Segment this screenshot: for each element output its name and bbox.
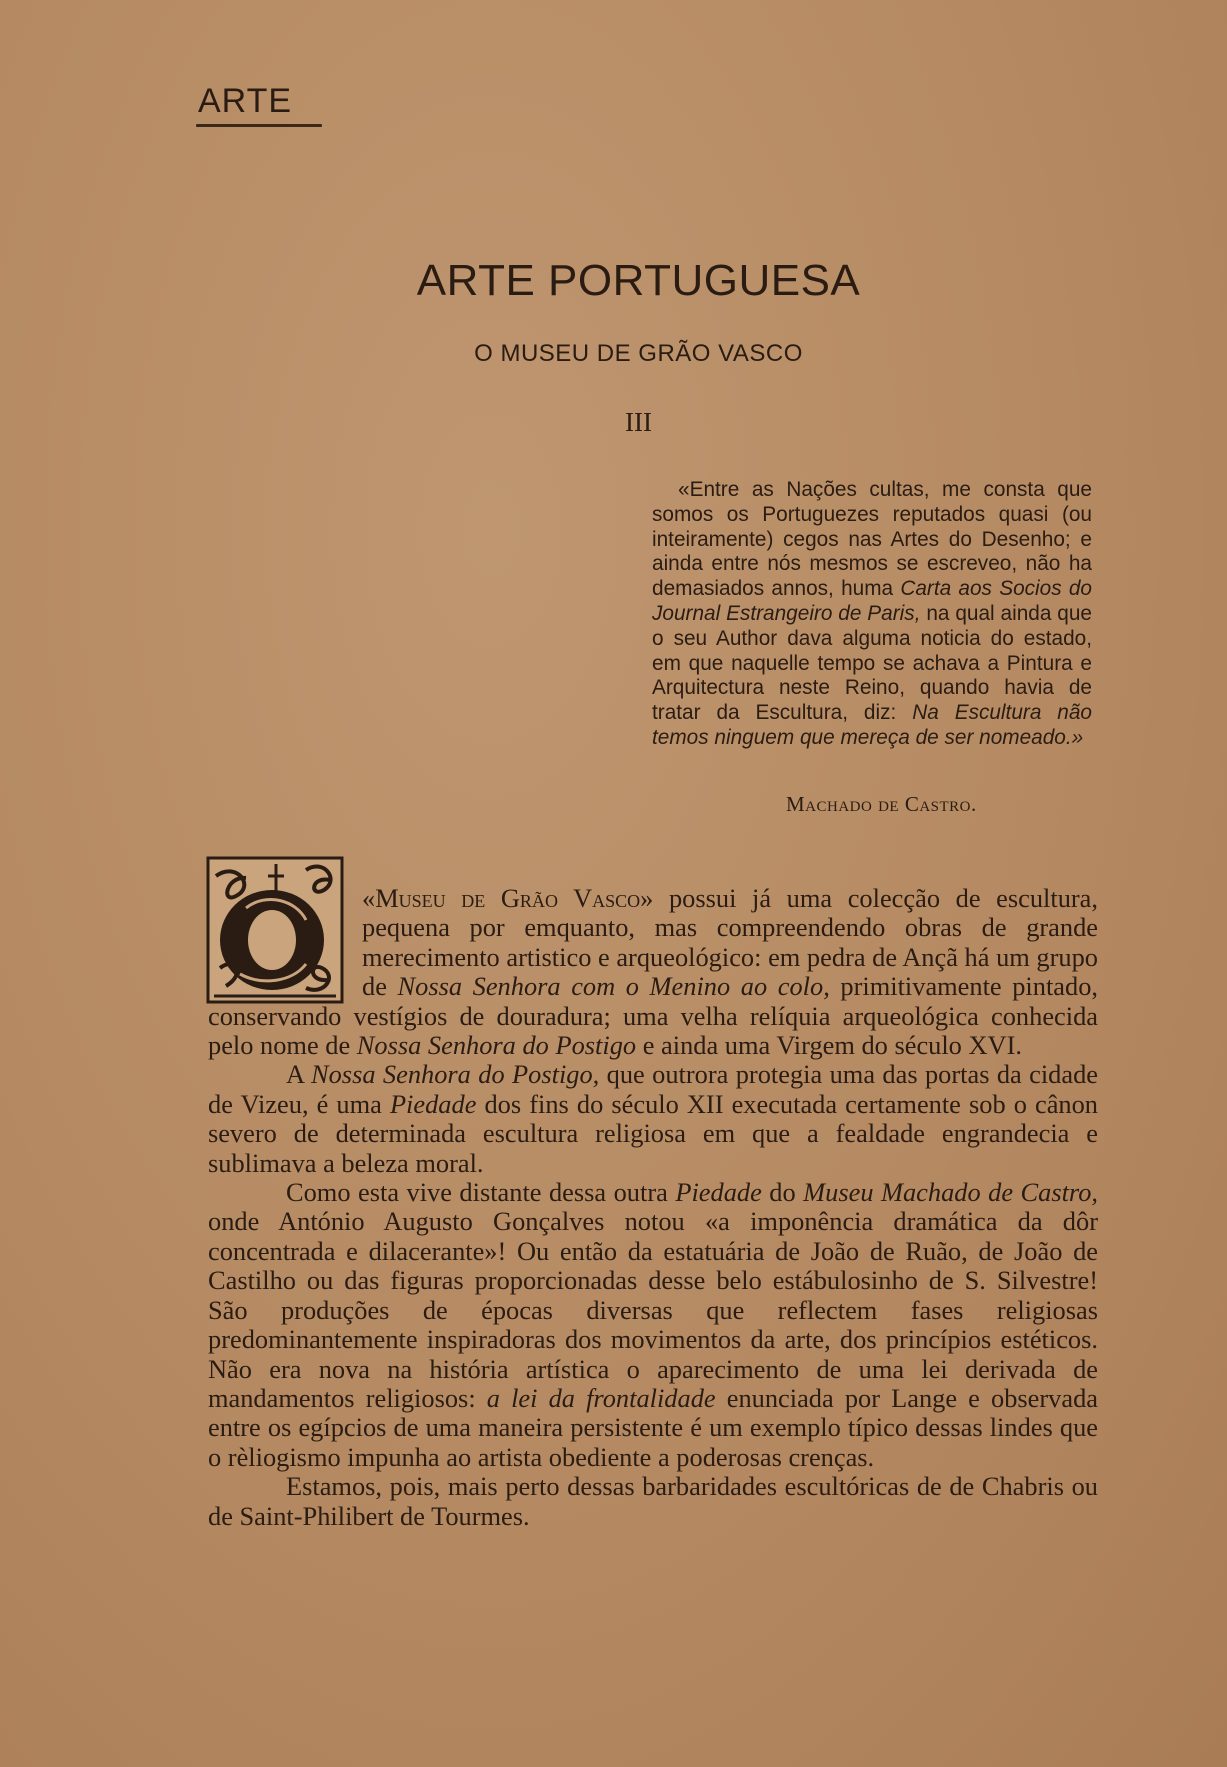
body-text-run: do [761, 1177, 804, 1208]
italic-title: Piedade [389, 1088, 477, 1119]
running-head-rule [196, 124, 322, 127]
body-text-run: possui já uma colecção de escultura, pequena por emquanto, mas compreendendo obras de grande merecimento artistico e arqueológico: em pedra de Ançã há um grupo de [362, 883, 1098, 1002]
article-body [208, 884, 1098, 1531]
body-text-run: dos fins do século XII executada certamente sob o cânon severo de determinada escultura religiosa em que a fealdade engrandecia e sublimava a beleza moral. [208, 1088, 1099, 1178]
italic-title: Nossa Senhora do Postigo, [311, 1059, 600, 1090]
body-text-run: A [286, 1059, 311, 1090]
italic-title: Nossa Senhora do Postigo [356, 1030, 637, 1061]
running-head: ARTE [198, 82, 293, 120]
italic-title: Nossa Senhora com o Menino ao colo, [397, 971, 830, 1002]
body-paragraph: Estamos, pois, mais perto dessas barbaridades escultóricas de de Chabris ou de Saint-Philibert de Tourmes. [208, 1471, 1098, 1531]
italic-title: Museu Machado de Castro, [803, 1177, 1099, 1208]
epigraph-italic-quote: Na Escultura não temos ninguem que mereça de ser nomeado.» [652, 701, 1092, 749]
body-text-run: que outrora protegia uma das portas da cidade de Vizeu, é uma [208, 1059, 1099, 1119]
italic-title: Piedade [675, 1177, 762, 1208]
epigraph-text: «Entre as Nações cultas, me consta que somos os Portuguezes reputados quasi (ou inteiramente) cegos nas Artes do Desenho; e ainda entre nós mesmos se escreveo, não ha demasiados annos, huma [652, 478, 1092, 601]
body-paragraph [208, 1060, 1098, 1178]
article-title: ARTE PORTUGUESA [416, 256, 861, 305]
body-text-run: enunciada por Lange e observada entre os egípcios de uma maneira persistente é um exemplo típico dessas lindes que o rèliogismo impunha ao artista obediente a poderosas crenças. [208, 1382, 1098, 1472]
body-text-run: primitivamente pintado, conservando vestígios de douradura; uma velha relíquia arqueológica conhecida pelo nome de [208, 971, 1098, 1061]
museum-name: «Museu de Grão Vasco» [362, 883, 654, 913]
article-subtitle: O MUSEU DE GRÃO VASCO [474, 340, 803, 367]
epigraph [652, 478, 1092, 751]
epigraph-author: Machado de Castro. [786, 792, 977, 816]
body-paragraph [208, 884, 1098, 1060]
body-text-run: Como esta vive distante dessa outra [286, 1177, 676, 1208]
body-text-run: e ainda uma Virgem do século XVI. [636, 1030, 1022, 1061]
epigraph-italic-title: Carta aos Socios do Journal Estrangeiro de Paris, [652, 577, 1092, 625]
body-paragraph [208, 1178, 1098, 1472]
body-text-run: onde António Augusto Gonçalves notou «a imponência dramática da dôr concentrada e dilacerante»! Ou então da estatuária de João de Ruão, de João de Castilho ou das figuras proporcionadas desse belo estábulosinho de S. Silvestre! São produções de épocas diversas que reflectem fases religiosas predominantemente inspiradoras dos movimentos da arte, dos princípios estéticos. Não era nova na história artística o aparecimento de uma lei derivada de mandamentos religiosos: [208, 1206, 1098, 1413]
epigraph-text: na qual ainda que o seu Author dava alguma noticia do estado, em que naquelle tempo se achava a Pintura e Arquitectura neste Reino, quando havia de tratar da Escultura, diz: [652, 601, 1092, 725]
part-number: III [625, 407, 652, 437]
italic-phrase: a lei da frontalidade [486, 1382, 716, 1413]
